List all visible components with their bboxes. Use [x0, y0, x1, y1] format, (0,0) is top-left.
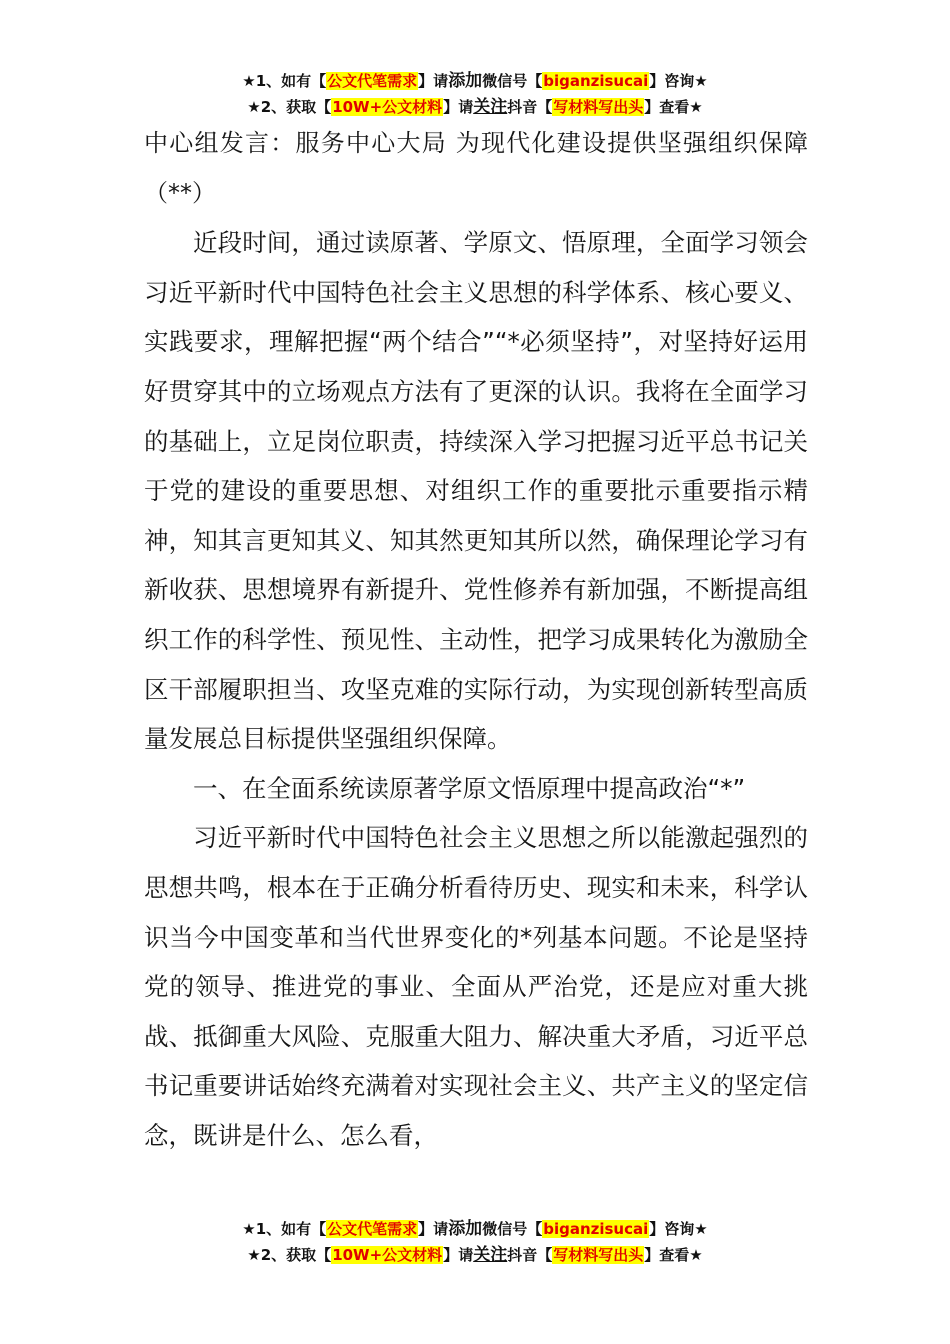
promo-text: 】请	[443, 1246, 474, 1264]
promo-highlight: 写材料写出头	[553, 1246, 644, 1264]
promo-emphasis: 添加	[448, 71, 483, 91]
promo-text: ★2、获取【	[247, 1246, 332, 1264]
promo-line-2	[0, 1242, 950, 1268]
promo-highlight: 公文代笔需求	[327, 72, 418, 90]
promo-text: ★2、获取【	[247, 98, 332, 116]
promo-highlight: 写材料写出头	[553, 98, 644, 116]
promo-text: 抖音【	[507, 98, 553, 116]
promo-emphasis: 关注	[473, 97, 508, 117]
promo-text: ★1、如有【	[242, 72, 327, 90]
promo-line-2	[0, 94, 950, 120]
promo-text: 】咨询★	[649, 1220, 708, 1238]
promo-emphasis: 关注	[473, 1245, 508, 1265]
promo-text: 抖音【	[507, 1246, 553, 1264]
promo-banner-bottom	[0, 1216, 950, 1268]
promo-text: 微信号【	[482, 1220, 543, 1238]
document-title: 中心组发言：服务中心大局 为现代化建设提供坚强组织保障（**）	[144, 129, 808, 207]
promo-emphasis: 添加	[448, 1219, 483, 1239]
paragraph-intro: 近段时间，通过读原著、学原文、悟原理，全面学习领会习近平新时代中国特色社会主义思想的科学体系、核心要义、实践要求，理解把握“两个结合”“*必须坚持”，对坚持好运用好贯穿其中的立场观点方法有了更深的认识。我将在全面学习的基础上，立足岗位职责，持续深入学习把握习近平总书记关于党的建设的重要思想、对组织工作的重要批示重要指示精神，知其言更知其义、知其然更知其所以然，确保理论学习有新收获、思想境界有新提升、党性修养有新加强，不断提高组织工作的科学性、预见性、主动性，把学习成果转化为激励全区干部履职担当、攻坚克难的实际行动，为实现创新转型高质量发展总目标提供坚强组织保障。	[144, 228, 808, 754]
promo-text: 】查看★	[644, 1246, 703, 1264]
document-body	[144, 119, 808, 1160]
promo-highlight: 10W+公文材料	[332, 1246, 443, 1264]
promo-highlight: 公文代笔需求	[327, 1220, 418, 1238]
promo-text: 】请	[443, 98, 474, 116]
promo-text: 】请	[418, 1220, 449, 1238]
promo-highlight: 10W+公文材料	[332, 98, 443, 116]
promo-text: 微信号【	[482, 72, 543, 90]
promo-text: 】咨询★	[649, 72, 708, 90]
promo-highlight: biganzisucai	[543, 72, 649, 90]
paragraph-section-1: 习近平新时代中国特色社会主义思想之所以能激起强烈的思想共鸣，根本在于正确分析看待历史、现实和未来，科学认识当今中国变革和当代世界变化的*列基本问题。不论是坚持党的领导、推进党的事业、全面从严治党，还是应对重大挑战、抵御重大风险、克服重大阻力、解决重大矛盾，习近平总书记重要讲话始终充满着对实现社会主义、共产主义的坚定信念，既讲是什么、怎么看，	[144, 823, 808, 1150]
promo-line-1	[0, 1216, 950, 1242]
promo-banner-top	[0, 68, 950, 120]
promo-text: 】查看★	[644, 98, 703, 116]
promo-highlight: biganzisucai	[543, 1220, 649, 1238]
promo-line-1	[0, 68, 950, 94]
section-heading: 一、在全面系统读原著学原文悟原理中提高政治“*”	[193, 773, 746, 803]
promo-text: 】请	[418, 72, 449, 90]
promo-text: ★1、如有【	[242, 1220, 327, 1238]
